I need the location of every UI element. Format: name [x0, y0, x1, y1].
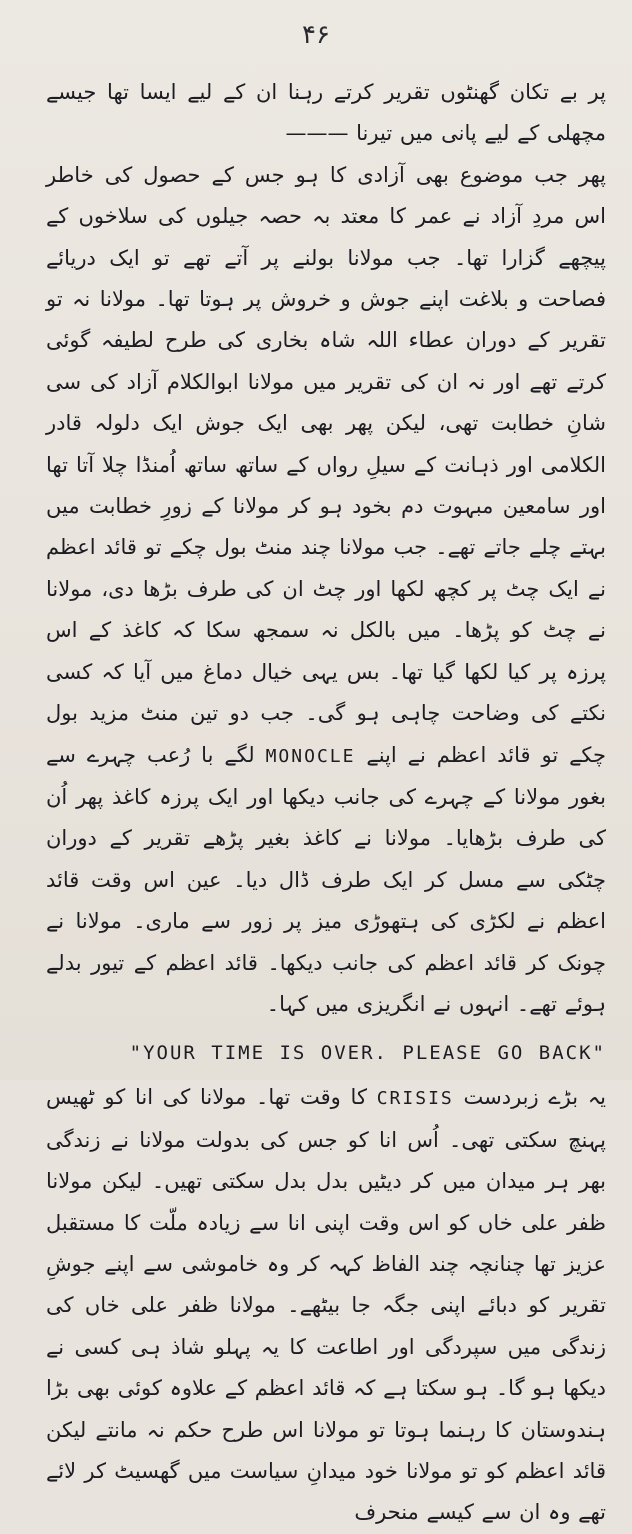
english-quote: "YOUR TIME IS OVER. PLEASE GO BACK" — [129, 1042, 606, 1065]
crisis-after: کا وقت تھا۔ مولانا کی انا کو ٹھیس پہنچ سکتی تھی۔ اُس انا کو جس کی بدولت مولانا نے زندگی بھر ہر میدان میں کر دیٹیں بدل بدل سکتی تھیں۔ لیکن مولانا ظفر علی خاں کو اس وقت اپنی انا سے زیادہ ملّت کا مستقبل عزیز تھا چنانچہ چند الفاظ کہہ کر وہ خاموشی سے اپنے جوشِ تقریر کو دبائے اپنی جگہ جا بیٹھے۔ مولانا ظفر علی خاں کی زندگی میں سپردگی اور اطاعت کا یہ پہلو شاذ ہی کسی نے دیکھا ہو گا۔ ہو سکتا ہے کہ قائد اعظم کے علاوہ کوئی بھی بڑا ہندوستان کا رہنما ہوتا تو مولانا اس طرح حکم نہ مانتے لیکن قائد اعظم کو تو مولانا خود میدانِ سیاست میں گھسیٹ کر لائے تھے وہ ان سے کیسے منحرف — [46, 1085, 606, 1525]
paragraph-2-text: پھر جب موضوع بھی آزادی کا ہو جس کے حصول کی خاطر اس مردِ آزاد نے عمر کا معتد بہ حصہ جیلوں کی سلاخوں کے پیچھے گزارا تھا۔ جب مولانا بولنے پر آتے تھے تو ایک دریائے فصاحت و بلاغت اپنے جوش و خروش پر ہوتا تھا۔ مولانا نہ تو تقریر کے دوران عطاء اللہ شاہ بخاری کی طرح لطیفہ گوئی کرتے تھے اور نہ ان کی تقریر میں مولانا ابوالکلام آزاد کی سی شانِ خطابت تھی، لیکن پھر بھی ایک جوش ایک دلولہ قادر الکلامی اور ذہانت کے سیلِ رواں کے ساتھ ساتھ اُمنڈا چلا آتا تھا اور سامعین مبہوت دم بخود ہو کر مولانا کے زورِ خطابت میں بہتے چلے جاتے تھے۔ جب مولانا چند منٹ بول چکے تو قائد اعظم نے ایک چٹ پر کچھ لکھا اور چٹ ان کی طرف بڑھا دی، مولانا نے چٹ کو پڑھا۔ میں بالکل نہ سمجھ سکا کہ کاغذ کے اس پرزہ پر کیا لکھا گیا تھا۔ بس یہی خیال دماغ میں آیا کہ کسی نکتے کی وضاحت چاہی ہو گی۔ جب دو تین منٹ مزید بول چکے تو قائد اعظم نے اپنے — [46, 162, 606, 767]
crisis-word: CRISIS — [376, 1088, 454, 1110]
paragraph-2-continued: لگے با رُعب چہرے سے بغور مولانا کے چہرے کی جانب دیکھا اور ایک پرزہ کاغذ پھر اُن کی طرف بڑھایا۔ مولانا نے کاغذ بغیر پڑھے تقریر کے دوران چٹکی سے مسل کر ایک طرف ڈال دیا۔ عین اس وقت قائد اعظم نے لکڑی کی ہتھوڑی میز پر زور سے ماری۔ مولانا نے چونک کر قائد اعظم کی جانب دیکھا۔ قائد اعظم کے تیور بدلے ہوئے تھے۔ انہوں نے انگریزی میں کہا۔ — [46, 742, 606, 1016]
paragraph-3 — [46, 1077, 606, 1533]
page-number: ۴۶ — [302, 20, 330, 50]
paragraph-1: پر بے تکان گھنٹوں تقریر کرتے رہنا ان کے لیے ایسا تھا جیسے مچھلی کے لیے پانی میں تیرنا ——— — [46, 80, 606, 146]
paragraph-2 — [46, 155, 606, 1026]
crisis-before: یہ بڑے زبردست — [463, 1085, 606, 1110]
inline-english-word: MONOCLE — [265, 745, 356, 767]
body-text — [46, 72, 606, 1534]
